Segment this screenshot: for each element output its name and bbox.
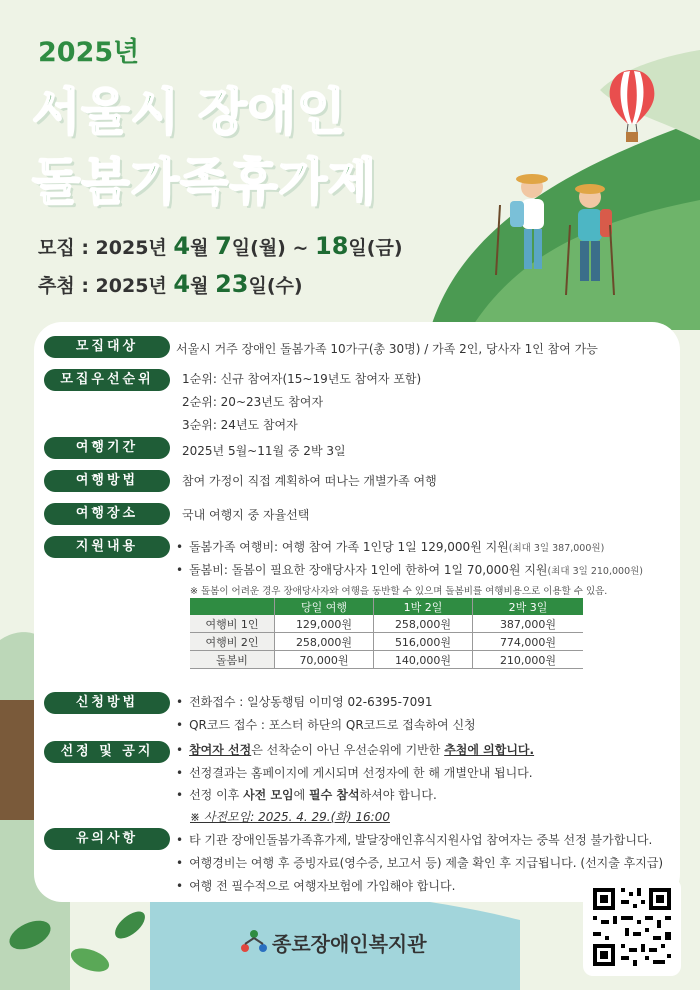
label-target: 모집대상 bbox=[44, 336, 170, 358]
label-priority: 모집우선순위 bbox=[44, 369, 170, 391]
fee-cell: 210,000원 bbox=[473, 651, 584, 669]
select-item-3: • 선정 이후 사전 모임에 필수 참석하셔야 합니다. bbox=[176, 786, 437, 803]
fee-header-day: 당일 여행 bbox=[275, 598, 374, 615]
target-text: 서울시 거주 장애인 돌봄가족 10가구(총 30명) / 가족 2인, 당사자 1인 참여 가능 bbox=[176, 342, 598, 356]
priority-item-1: 1순위: 신규 참여자(15~19년도 참여자 포함) bbox=[182, 372, 422, 386]
method-text: 참여 가정이 직접 계획하여 떠나는 개별가족 여행 bbox=[182, 474, 437, 488]
support-item-1: • 돌봄가족 여행비: 여행 참여 가족 1인당 1일 129,000원 지원(최대 3일 387,000원) bbox=[176, 538, 604, 555]
fee-cell: 258,000원 bbox=[374, 615, 473, 633]
fee-table bbox=[190, 598, 583, 669]
fee-row-label: 여행비 2인 bbox=[190, 633, 275, 651]
fee-row-label: 돌봄비 bbox=[190, 651, 275, 669]
select-item-2: • 선정결과는 홈페이지에 게시되며 선정자에 한 해 개별안내 됩니다. bbox=[176, 764, 533, 781]
fee-cell: 129,000원 bbox=[275, 615, 374, 633]
table-row bbox=[190, 633, 583, 651]
org-name: 종로장애인복지관 bbox=[272, 932, 427, 956]
lottery-date: 추첨 : 2025년 4월 23일(수) bbox=[38, 270, 303, 298]
org-logo-icon bbox=[240, 928, 268, 956]
fee-cell: 70,000원 bbox=[275, 651, 374, 669]
fee-header-blank bbox=[190, 598, 275, 615]
priority-item-3: 3순위: 24년도 참여자 bbox=[182, 418, 298, 432]
qr-code-graphic bbox=[583, 878, 681, 976]
support-item-2: • 돌봄비: 돌봄이 필요한 장애당사자 1인에 한하여 1일 70,000원 지원(최대 3일 210,000원) bbox=[176, 561, 643, 578]
fee-cell: 516,000원 bbox=[374, 633, 473, 651]
label-caution: 유의사항 bbox=[44, 828, 170, 850]
fee-header-1n2d: 1박 2일 bbox=[374, 598, 473, 615]
fee-cell: 774,000원 bbox=[473, 633, 584, 651]
hikers-illustration bbox=[490, 165, 630, 305]
hot-air-balloon-icon bbox=[606, 68, 658, 148]
label-place: 여행장소 bbox=[44, 503, 170, 525]
apply-item-2: • QR코드 접수 : 포스터 하단의 QR코드로 접속하여 신청 bbox=[176, 716, 476, 733]
fee-row-label: 여행비 1인 bbox=[190, 615, 275, 633]
fee-table-header bbox=[190, 598, 583, 615]
label-apply: 신청방법 bbox=[44, 692, 170, 714]
table-row bbox=[190, 651, 583, 669]
year-label: 2025년 bbox=[38, 37, 140, 68]
priority-item-2: 2순위: 20~23년도 참여자 bbox=[182, 395, 324, 409]
label-period: 여행기간 bbox=[44, 437, 170, 459]
caution-item-1: • 타 기관 장애인돌봄가족휴가제, 발달장애인휴식지원사업 참여자는 중복 선정 불가합니다. bbox=[176, 831, 652, 848]
support-note: ※ 돌봄이 어려운 경우 장애당사자와 여행을 동반할 수 있으며 돌봄비를 여행비용으로 이용할 수 있음. bbox=[190, 586, 608, 597]
period-text: 2025년 5월~11월 중 2박 3일 bbox=[182, 444, 346, 458]
fee-cell: 387,000원 bbox=[473, 615, 584, 633]
label-support: 지원내용 bbox=[44, 536, 170, 558]
caution-item-2: • 여행경비는 여행 후 증빙자료(영수증, 보고서 등) 제출 확인 후 지급됩니다. (선지출 후지급) bbox=[176, 854, 663, 871]
place-text: 국내 여행지 중 자율선택 bbox=[182, 508, 310, 522]
select-item-1: • 참여자 선정은 선착순이 아닌 우선순위에 기반한 추첨에 의합니다. bbox=[176, 741, 534, 758]
label-method: 여행방법 bbox=[44, 470, 170, 492]
title-line-1: 서울시 장애인 bbox=[32, 83, 347, 141]
table-row bbox=[190, 615, 583, 633]
fee-cell: 140,000원 bbox=[374, 651, 473, 669]
qr-code[interactable] bbox=[583, 878, 681, 976]
caution-item-3: • 여행 전 필수적으로 여행자보험에 가입해야 합니다. bbox=[176, 877, 455, 894]
label-select: 선정 및 공지 bbox=[44, 741, 170, 763]
title-line-2: 돌봄가족휴가제 bbox=[32, 153, 378, 211]
pre-meeting-note: ※ 사전모임: 2025. 4. 29.(화) 16:00 bbox=[190, 810, 390, 824]
fee-header-2n3d: 2박 3일 bbox=[473, 598, 584, 615]
apply-item-1: • 전화접수 : 일상동행팀 이미영 02-6395-7091 bbox=[176, 693, 433, 710]
fee-cell: 258,000원 bbox=[275, 633, 374, 651]
recruit-period: 모집 : 2025년 4월 7일(월) ~ 18일(금) bbox=[38, 232, 403, 260]
